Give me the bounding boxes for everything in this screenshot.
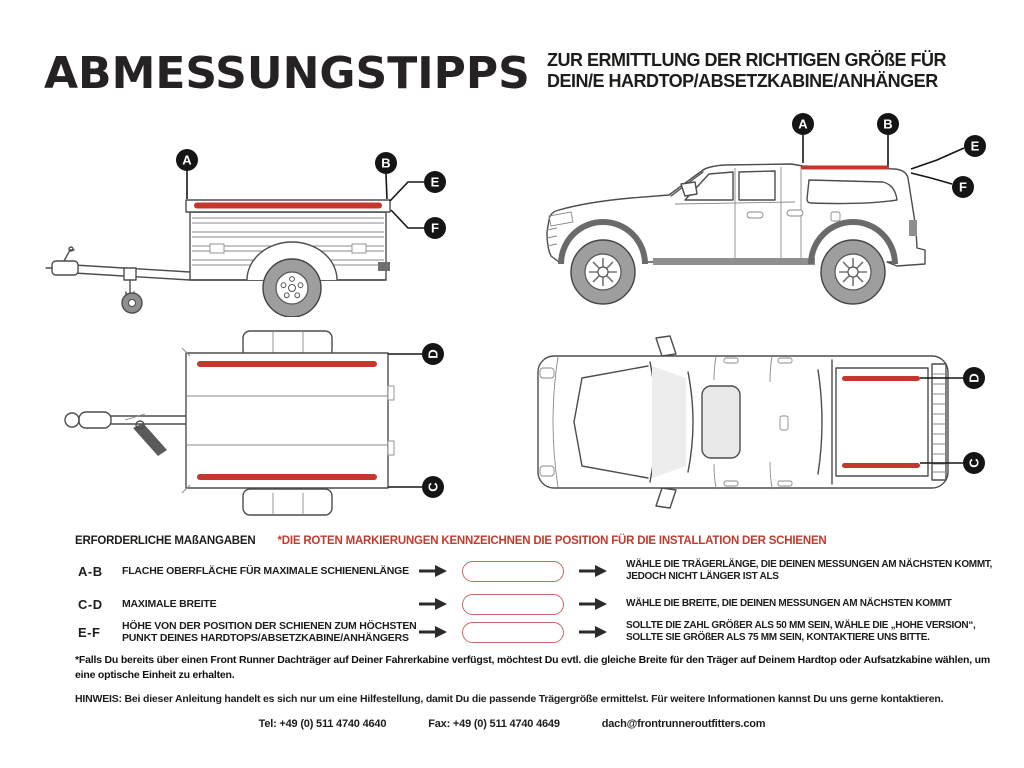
marker-a-label: A: [798, 116, 808, 132]
arrow-right-icon: [578, 625, 608, 639]
measurement-input-ef[interactable]: [462, 622, 564, 643]
truck-rear-wheel: [811, 222, 895, 304]
left-mirror: [656, 336, 676, 356]
marker-f: [391, 210, 446, 239]
truck-rocker-step: [653, 258, 815, 265]
marker-d: [388, 343, 444, 365]
rail-position-red-stripe-top: [197, 361, 377, 367]
trailer-drawbar: [46, 247, 190, 280]
trailer-jockey-wheel: [122, 268, 142, 313]
page-subtitle-line2: DEIN/E HARDTOP/ABSETZKABINE/ANHÄNGER: [547, 71, 938, 91]
contact-row: [0, 718, 1024, 730]
marker-f: [911, 173, 974, 198]
measurement-label-ef: E-F: [78, 624, 101, 640]
footnote: *Falls Du bereits über einen Front Runner Dachträger auf Deiner Fahrerkabine verfügst, möchtest Du evtl. die gleiche Breite für den Träger auf Deinem Hardtop oder Aufsatzkabine wählen, um eine optische Einheit zu erhalten.: [75, 654, 991, 681]
rail-position-red-stripe: [801, 166, 889, 170]
marker-c: [388, 476, 444, 498]
rail-position-red-stripe-bottom: [842, 463, 920, 468]
marker-d-label: D: [966, 373, 982, 383]
measurement-description-ef: HÖHE VON DER POSITION DER SCHIENEN ZUM HÖCHSTEN PUNKT DEINES HARDTOPS/ABSETZKABINE/ANHÄNGERS: [122, 619, 417, 644]
windshield-glass: [652, 366, 686, 478]
measurement-instruction-ab: WÄHLE DIE TRÄGERLÄNGE, DIE DEINEN MESSUNGEN AM NÄCHSTEN KOMMT, JEDOCH NICHT LÄNGER IST ALS: [626, 558, 993, 582]
trailer-box-top: [182, 348, 394, 493]
truck-side-view-diagram: [535, 112, 995, 312]
rail-position-red-stripe-top: [842, 376, 920, 381]
marker-e-label: E: [430, 174, 440, 190]
trailer-side-view-diagram: [40, 122, 470, 317]
measurement-description-ab: FLACHE OBERFLÄCHE FÜR MAXIMALE SCHIENENLÄNGE: [122, 564, 409, 577]
marker-f-label: F: [431, 220, 439, 236]
contact-fax: Fax: +49 (0) 511 4740 4649: [428, 718, 560, 730]
marker-e: [911, 135, 986, 169]
marker-c-label: C: [425, 482, 441, 492]
marker-a-label: A: [182, 152, 192, 168]
marker-b: [877, 113, 899, 166]
arrow-right-icon: [418, 625, 448, 639]
trailer-wheel: [247, 242, 337, 317]
arrow-right-icon: [578, 597, 608, 611]
measurements-heading: ERFORDERLICHE MAßANGABEN: [75, 535, 256, 547]
truck-top-view-diagram: [530, 332, 1000, 512]
measurement-description-cd: MAXIMALE BREITE: [122, 597, 217, 610]
measurement-instruction-ef: SOLLTE DIE ZAHL GRÖßER ALS 50 MM SEIN, WÄHLE DIE „HOHE VERSION“, SOLLTE SIE GRÖßER ALS 75 MM SEIN, KONTAKTIERE UNS BITTE.: [626, 619, 976, 643]
marker-b-label: B: [381, 155, 391, 171]
measurement-label-ab: A-B: [78, 563, 103, 579]
contact-email: dach@frontrunneroutfitters.com: [601, 718, 766, 730]
page-subtitle-line1: ZUR ERMITTLUNG DER RICHTIGEN GRÖßE FÜR: [547, 50, 946, 70]
red-markings-note: *DIE ROTEN MARKIERUNGEN KENNZEICHNEN DIE POSITION FÜR DIE INSTALLATION DER SCHIENEN: [277, 535, 827, 547]
marker-a: [792, 113, 814, 163]
arrow-right-icon: [418, 597, 448, 611]
trailer-drawbar-top: [65, 412, 186, 456]
arrow-right-icon: [578, 564, 608, 578]
measurement-instruction-cd: WÄHLE DIE BREITE, DIE DEINEN MESSUNGEN AM NÄCHSTEN KOMMT: [626, 597, 952, 609]
sunroof: [702, 386, 740, 458]
trailer-tail-light: [378, 262, 390, 271]
measurement-input-ab[interactable]: [462, 561, 564, 582]
page-subtitle: [547, 50, 967, 92]
hinweis-note: HINWEIS: Bei dieser Anleitung handelt es sich nur um eine Hilfestellung, damit Du die passende Trägergröße ermittelst. Für weitere Informationen kannst Du uns gerne kontaktieren.: [75, 693, 944, 705]
truck-front-wheel: [561, 222, 645, 304]
measurement-label-cd: C-D: [78, 596, 103, 612]
contact-tel: Tel: +49 (0) 511 4740 4640: [258, 718, 387, 730]
marker-c-label: C: [966, 458, 982, 468]
measurement-input-cd[interactable]: [462, 594, 564, 615]
tail-light: [909, 220, 917, 236]
trailer-top-view-diagram: [45, 328, 485, 518]
arrow-right-icon: [418, 564, 448, 578]
measurement-row-ab: [78, 554, 996, 588]
measurements-heading-row: [75, 535, 827, 547]
marker-d-label: D: [425, 349, 441, 359]
measurement-row-ef: [78, 613, 996, 651]
marker-e: [390, 171, 446, 201]
right-mirror: [656, 488, 676, 508]
marker-e-label: E: [970, 138, 980, 154]
rail-position-red-stripe: [194, 203, 382, 209]
marker-a: [176, 149, 198, 199]
marker-b-label: B: [883, 116, 893, 132]
marker-f-label: F: [959, 179, 967, 195]
page-title: ABMESSUNGSTIPPS: [44, 48, 530, 99]
marker-b: [375, 152, 397, 199]
rail-position-red-stripe-bottom: [197, 474, 377, 480]
